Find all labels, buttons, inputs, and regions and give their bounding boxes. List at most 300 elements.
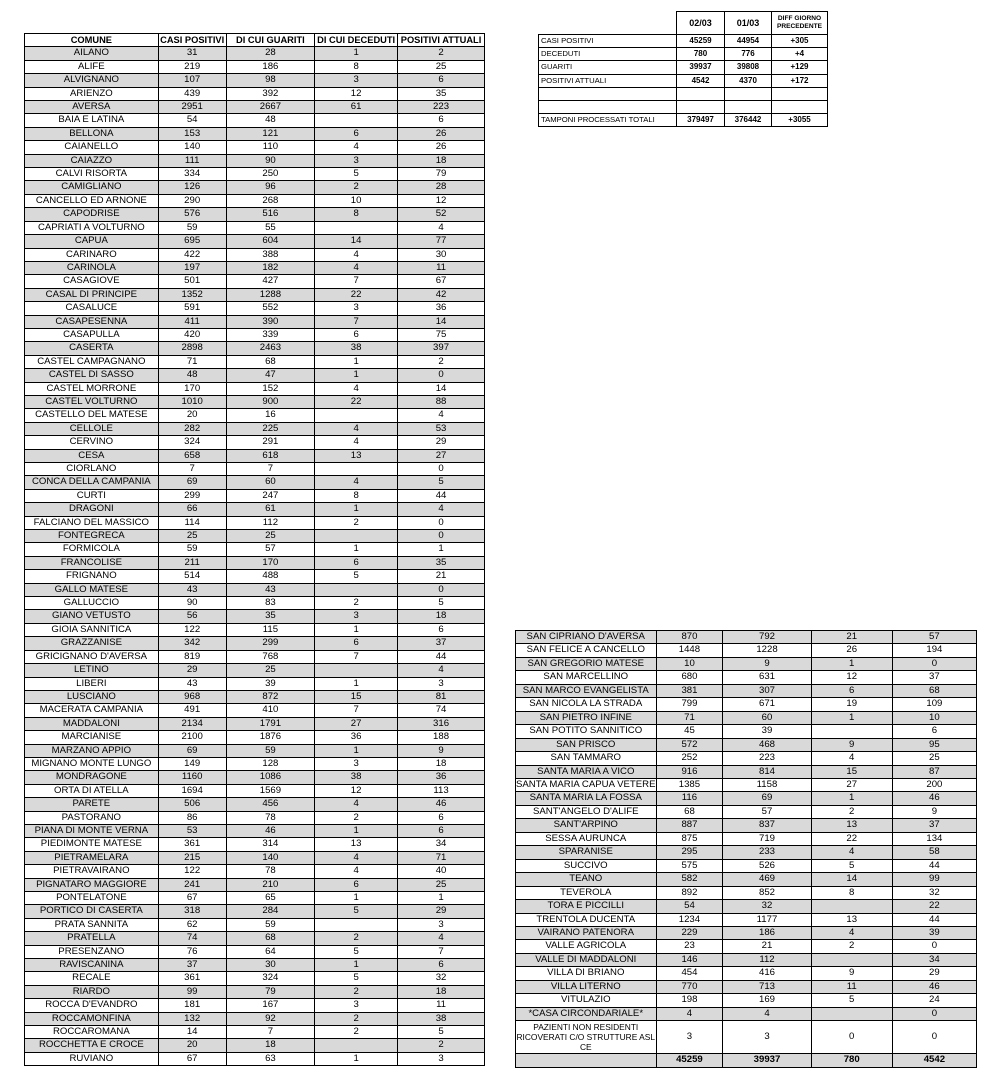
table-cell: 40 (398, 865, 485, 878)
table-cell: 3 (315, 74, 398, 87)
table-cell: 21 (398, 570, 485, 583)
table-cell: 22 (315, 288, 398, 301)
table-cell: 799 (656, 698, 723, 711)
table-cell: 631 (723, 671, 811, 684)
municipality-name: FALCIANO DEL MASSICO (25, 516, 159, 529)
table-cell: 247 (226, 489, 315, 502)
municipality-name: CASERTA (25, 342, 159, 355)
table-cell: 454 (656, 967, 723, 980)
municipality-name: SAN GREGORIO MATESE (516, 657, 657, 670)
summary-value: 780 (677, 48, 725, 61)
table-cell: 2951 (158, 101, 226, 114)
table-cell: 59 (226, 918, 315, 931)
table-cell: 32 (398, 972, 485, 985)
municipality-name: BAIA E LATINA (25, 114, 159, 127)
table-cell: 90 (226, 154, 315, 167)
table-cell: 20 (158, 409, 226, 422)
table-cell: 671 (723, 698, 811, 711)
table-cell: 81 (398, 690, 485, 703)
table-row (25, 208, 485, 221)
table-row (25, 838, 485, 851)
table-cell: 1177 (723, 913, 811, 926)
table-cell: 26 (811, 644, 892, 657)
table-cell: 2 (315, 811, 398, 824)
municipality-name: PIETRAMELARA (25, 851, 159, 864)
municipality-name: GRICIGNANO D'AVERSA (25, 650, 159, 663)
table-cell: 39937 (723, 1054, 811, 1067)
table-cell: 11 (811, 980, 892, 993)
table-row (25, 757, 485, 770)
table-row (25, 101, 485, 114)
table-cell: 7 (398, 945, 485, 958)
table-cell: 1 (315, 824, 398, 837)
summary-value (677, 101, 725, 114)
summary-label: GUARITI (539, 61, 677, 74)
table-cell: 71 (656, 711, 723, 724)
table-row (25, 1012, 485, 1025)
table-cell: 21 (811, 631, 892, 644)
table-cell: 26 (398, 141, 485, 154)
table-cell: 112 (723, 953, 811, 966)
table-cell: 4 (315, 141, 398, 154)
table-row (25, 168, 485, 181)
table-cell: 128 (226, 757, 315, 770)
table-cell: 132 (158, 1012, 226, 1025)
table-cell: 13 (315, 449, 398, 462)
table-cell: 45 (656, 725, 723, 738)
table-cell: 12 (315, 87, 398, 100)
municipality-name: ROCCAMONFINA (25, 1012, 159, 1025)
municipality-name: CARINARO (25, 248, 159, 261)
table-cell (315, 221, 398, 234)
summary-value: +4 (772, 48, 828, 61)
table-cell: 152 (226, 382, 315, 395)
municipality-name: TEANO (516, 873, 657, 886)
municipality-name: CAPUA (25, 235, 159, 248)
table-cell: 241 (158, 878, 226, 891)
table-cell: 77 (398, 235, 485, 248)
table-row (25, 261, 485, 274)
table-cell: 4 (315, 851, 398, 864)
table-cell: 837 (723, 819, 811, 832)
table-cell: 4 (315, 476, 398, 489)
table-cell: 6 (811, 684, 892, 697)
table-cell: 491 (158, 704, 226, 717)
municipality-name: ARIENZO (25, 87, 159, 100)
table-cell: 87 (892, 765, 976, 778)
municipality-name: CASAPESENNA (25, 315, 159, 328)
table-cell: 215 (158, 851, 226, 864)
municipality-name: CAIAZZO (25, 154, 159, 167)
summary-label: DECEDUTI (539, 48, 677, 61)
municipality-name: ALVIGNANO (25, 74, 159, 87)
summary-label: CASI POSITIVI (539, 35, 677, 48)
table-cell: 576 (158, 208, 226, 221)
municipality-name: PRATA SANNITA (25, 918, 159, 931)
table-cell: 39 (892, 926, 976, 939)
table-cell: 48 (158, 369, 226, 382)
table-cell: 4 (811, 926, 892, 939)
table-cell: 36 (398, 771, 485, 784)
table-cell: 186 (226, 60, 315, 73)
table-cell: 6 (398, 824, 485, 837)
table-cell: 46 (398, 798, 485, 811)
table-cell: 361 (158, 972, 226, 985)
table-cell: 316 (398, 717, 485, 730)
table-cell: 20 (158, 1039, 226, 1052)
municipality-name: CASTELLO DEL MATESE (25, 409, 159, 422)
table-cell: 186 (723, 926, 811, 939)
table-cell: 211 (158, 556, 226, 569)
municipality-name: CAMIGLIANO (25, 181, 159, 194)
table-cell: 875 (656, 832, 723, 845)
table-cell: 282 (158, 422, 226, 435)
municipality-name: VALLE DI MADDALONI (516, 953, 657, 966)
municipality-name: DRAGONI (25, 503, 159, 516)
table-cell: 14 (158, 1026, 226, 1039)
table-cell: 18 (398, 610, 485, 623)
table-cell: 361 (158, 838, 226, 851)
table-cell: 381 (656, 684, 723, 697)
table-cell: 514 (158, 570, 226, 583)
municipality-name: MADDALONI (25, 717, 159, 730)
municipality-name: FRANCOLISE (25, 556, 159, 569)
table-cell: 47 (226, 369, 315, 382)
summary-value (772, 87, 828, 100)
table-cell: 5 (811, 994, 892, 1007)
table-row (25, 892, 485, 905)
table-cell: 46 (892, 792, 976, 805)
table-cell (315, 530, 398, 543)
table-body (25, 47, 485, 1066)
table-cell: 6 (315, 127, 398, 140)
table-row (25, 489, 485, 502)
table-cell: 1 (315, 47, 398, 60)
municipality-name: SUCCIVO (516, 859, 657, 872)
table-cell: 792 (723, 631, 811, 644)
table-row (25, 570, 485, 583)
table-cell: 219 (158, 60, 226, 73)
table-cell: 0 (398, 516, 485, 529)
table-cell: 3 (656, 1021, 723, 1054)
table-cell: 2 (398, 355, 485, 368)
table-cell: 0 (892, 1007, 976, 1020)
table-cell: 6 (892, 725, 976, 738)
table-cell: 32 (892, 886, 976, 899)
table-cell: 900 (226, 395, 315, 408)
table-cell: 75 (398, 328, 485, 341)
table-row (516, 671, 977, 684)
municipality-name: SAN PRISCO (516, 738, 657, 751)
table-cell: 719 (723, 832, 811, 845)
table-row (25, 744, 485, 757)
municipality-name: SAN PIETRO INFINE (516, 711, 657, 724)
table-cell: 872 (226, 690, 315, 703)
table-cell: 30 (398, 248, 485, 261)
table-row (516, 873, 977, 886)
table-row (516, 805, 977, 818)
table-cell: 98 (226, 74, 315, 87)
municipality-name: MACERATA CAMPANIA (25, 704, 159, 717)
table-row (25, 932, 485, 945)
table-row (516, 752, 977, 765)
table-cell: 69 (723, 792, 811, 805)
table-row (25, 824, 485, 837)
municipality-name: PIGNATARO MAGGIORE (25, 878, 159, 891)
table-cell: 501 (158, 275, 226, 288)
table-cell: 968 (158, 690, 226, 703)
table-cell: 5 (315, 905, 398, 918)
table-cell: 37 (892, 819, 976, 832)
municipality-name: CASAPULLA (25, 328, 159, 341)
table-cell: 284 (226, 905, 315, 918)
table-cell: 229 (656, 926, 723, 939)
table-cell: 83 (226, 597, 315, 610)
table-cell: 52 (398, 208, 485, 221)
summary-label: POSITIVI ATTUALI (539, 74, 677, 87)
table-row (516, 765, 977, 778)
table-cell: 140 (158, 141, 226, 154)
municipality-name: CARINOLA (25, 261, 159, 274)
table-cell: 7 (315, 650, 398, 663)
table-row (25, 369, 485, 382)
table-cell: 11 (398, 999, 485, 1012)
table-cell: 852 (723, 886, 811, 899)
summary-row (539, 61, 828, 74)
municipality-name: MONDRAGONE (25, 771, 159, 784)
table-cell: 552 (226, 302, 315, 315)
table-cell: 140 (226, 851, 315, 864)
table-cell: 6 (398, 811, 485, 824)
table-cell: 8 (315, 60, 398, 73)
table-row (516, 792, 977, 805)
table-cell: 4 (315, 436, 398, 449)
table-row (516, 980, 977, 993)
table-cell: 392 (226, 87, 315, 100)
municipality-name: SAN NICOLA LA STRADA (516, 698, 657, 711)
table-row (516, 631, 977, 644)
table-cell: 5 (398, 1026, 485, 1039)
table-cell: 25 (398, 878, 485, 891)
table-cell: 1 (315, 503, 398, 516)
table-cell: 1569 (226, 784, 315, 797)
table-row (25, 1026, 485, 1039)
table-cell: 122 (158, 865, 226, 878)
table-cell: 0 (398, 583, 485, 596)
municipality-name: TRENTOLA DUCENTA (516, 913, 657, 926)
table-cell: 44 (892, 859, 976, 872)
summary-column-header: 01/03 (725, 12, 772, 35)
summary-value: 4542 (677, 74, 725, 87)
table-row (516, 738, 977, 751)
table-cell: 299 (158, 489, 226, 502)
table-cell: 814 (723, 765, 811, 778)
table-cell: 69 (158, 476, 226, 489)
table-cell (811, 953, 892, 966)
table-cell: 78 (226, 865, 315, 878)
table-cell: 22 (315, 395, 398, 408)
table-cell: 116 (656, 792, 723, 805)
table-cell: 67 (398, 275, 485, 288)
table-cell: 4 (656, 1007, 723, 1020)
table-cell: 295 (656, 846, 723, 859)
municipality-name: PONTELATONE (25, 892, 159, 905)
table-cell: 27 (398, 449, 485, 462)
table-cell: 324 (158, 436, 226, 449)
column-header: DI CUI GUARITI (226, 34, 315, 47)
municipality-name: SANT'ARPINO (516, 819, 657, 832)
table-cell: 318 (158, 905, 226, 918)
table-cell: 43 (158, 583, 226, 596)
table-row (516, 778, 977, 791)
municipality-name: ROCCAROMANA (25, 1026, 159, 1039)
table-row (25, 382, 485, 395)
table-cell: 30 (226, 959, 315, 972)
table-cell: 4 (398, 503, 485, 516)
table-cell: 7 (226, 1026, 315, 1039)
table-cell: 307 (723, 684, 811, 697)
municipality-name: VAIRANO PATENORA (516, 926, 657, 939)
table-cell: 61 (226, 503, 315, 516)
table-cell: 169 (723, 994, 811, 1007)
table-cell: 68 (226, 355, 315, 368)
municipality-name: SPARANISE (516, 846, 657, 859)
municipality-name: SAN TAMMARO (516, 752, 657, 765)
table-cell: 713 (723, 980, 811, 993)
table-cell: 1791 (226, 717, 315, 730)
table-row (25, 905, 485, 918)
table-cell: 0 (892, 657, 976, 670)
column-header: COMUNE (25, 34, 159, 47)
table-cell: 68 (226, 932, 315, 945)
table-cell: 22 (892, 900, 976, 913)
table-cell: 29 (158, 664, 226, 677)
summary-value: +305 (772, 35, 828, 48)
table-cell: 2100 (158, 731, 226, 744)
table-cell: 6 (398, 114, 485, 127)
table-cell: 59 (226, 744, 315, 757)
table-cell: 45259 (656, 1054, 723, 1067)
table-row (516, 684, 977, 697)
table-row (25, 985, 485, 998)
municipality-name: TORA E PICCILLI (516, 900, 657, 913)
table-row (516, 698, 977, 711)
table-cell: 411 (158, 315, 226, 328)
table-row (25, 342, 485, 355)
table-row (25, 355, 485, 368)
municipality-name: PAZIENTI NON RESIDENTI RICOVERATI C/O STRUTTURE ASL CE (516, 1022, 656, 1053)
table-row (516, 832, 977, 845)
table-cell: 4 (315, 261, 398, 274)
table-cell: 56 (158, 610, 226, 623)
continuation-body (516, 631, 977, 1068)
table-row (25, 771, 485, 784)
table-cell: 27 (811, 778, 892, 791)
municipality-name: CASTEL VOLTURNO (25, 395, 159, 408)
table-cell: 2667 (226, 101, 315, 114)
table-cell: 5 (315, 945, 398, 958)
table-cell: 6 (315, 556, 398, 569)
table-cell: 46 (226, 824, 315, 837)
table-cell: 11 (398, 261, 485, 274)
table-cell: 5 (398, 476, 485, 489)
table-cell: 6 (315, 637, 398, 650)
table-cell: 13 (315, 838, 398, 851)
table-cell: 99 (892, 873, 976, 886)
table-cell: 99 (158, 985, 226, 998)
table-row (25, 677, 485, 690)
summary-value: 776 (725, 48, 772, 61)
table-row (25, 328, 485, 341)
table-cell: 14 (398, 382, 485, 395)
municipality-name: CAPODRISE (25, 208, 159, 221)
table-row (25, 690, 485, 703)
table-row (25, 1039, 485, 1052)
table-cell: 695 (158, 235, 226, 248)
table-cell: 18 (398, 985, 485, 998)
table-cell: 37 (892, 671, 976, 684)
table-cell: 1 (315, 623, 398, 636)
municipality-name: FONTEGRECA (25, 530, 159, 543)
table-cell: 170 (158, 382, 226, 395)
municipality-name: GRAZZANISE (25, 637, 159, 650)
table-cell: 90 (158, 597, 226, 610)
table-row (25, 436, 485, 449)
table-cell: 38 (315, 771, 398, 784)
summary-value (772, 101, 828, 114)
table-cell: 1876 (226, 731, 315, 744)
table-cell: 4 (398, 932, 485, 945)
table-cell: 427 (226, 275, 315, 288)
table-cell: 9 (398, 744, 485, 757)
table-cell: 96 (226, 181, 315, 194)
table-row (25, 865, 485, 878)
municipality-name: GIANO VETUSTO (25, 610, 159, 623)
municipality-name: AILANO (25, 47, 159, 60)
table-cell: 197 (158, 261, 226, 274)
table-cell: 25 (226, 664, 315, 677)
municipality-name: CASTEL DI SASSO (25, 369, 159, 382)
table-cell: 2 (315, 985, 398, 998)
municipality-name: RAVISCANINA (25, 959, 159, 972)
table-row (25, 556, 485, 569)
table-cell: 342 (158, 637, 226, 650)
table-cell: 9 (811, 967, 892, 980)
table-row (25, 141, 485, 154)
municipality-name: CESA (25, 449, 159, 462)
table-row (25, 395, 485, 408)
table-row (25, 248, 485, 261)
table-cell: 469 (723, 873, 811, 886)
summary-value (725, 101, 772, 114)
table-cell: 57 (892, 631, 976, 644)
table-cell: 5 (811, 859, 892, 872)
table-cell: 5 (398, 597, 485, 610)
table-cell: 112 (226, 516, 315, 529)
municipality-name: VITULAZIO (516, 994, 657, 1007)
table-cell: 2 (811, 805, 892, 818)
table-cell: 29 (398, 905, 485, 918)
table-row (25, 288, 485, 301)
table-cell: 37 (158, 959, 226, 972)
table-cell: 439 (158, 87, 226, 100)
municipality-name: TEVEROLA (516, 886, 657, 899)
table-cell: 2 (398, 1039, 485, 1052)
table-cell: 9 (811, 738, 892, 751)
table-row (516, 900, 977, 913)
table-cell: 6 (315, 878, 398, 891)
municipality-name: *CASA CIRCONDARIALE* (516, 1007, 657, 1020)
